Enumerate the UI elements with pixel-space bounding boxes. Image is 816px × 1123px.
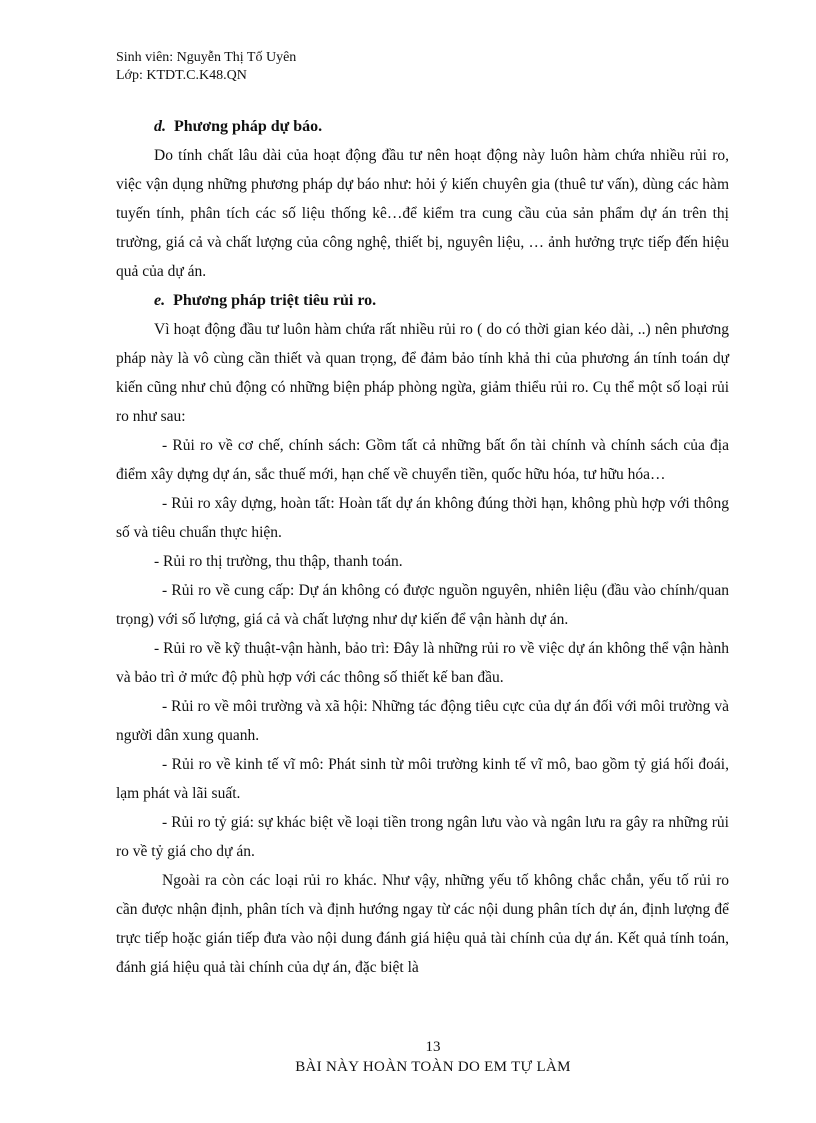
page-number: 13 bbox=[425, 1039, 441, 1055]
footer-note: BÀI NÀY HOÀN TOÀN DO EM TỰ LÀM bbox=[295, 1059, 571, 1075]
risk-item: - Rủi ro về cung cấp: Dự án không có được nguồn nguyên, nhiên liệu (đầu vào chính/quan trọng) với số lượng, giá cả và chất lượng như dự kiến để vận hành dự án. bbox=[116, 582, 729, 628]
risk-item: - Rủi ro về cơ chế, chính sách: Gồm tất cả những bất ổn tài chính và chính sách của địa điểm xây dựng dự án, sắc thuế mới, hạn chế về chuyển tiền, quốc hữu hóa, tư hữu hóa… bbox=[116, 437, 729, 483]
section-letter: d. bbox=[154, 118, 166, 135]
paragraph: Do tính chất lâu dài của hoạt động đầu tư nên hoạt động này luôn hàm chứa nhiều rủi ro, việc vận dụng những phương pháp dự báo như: hỏi ý kiến chuyên gia (thuê tư vấn), dùng các hàm tuyến tính, phân tích các số liệu thống kê…để kiểm tra cung cầu của sản phẩm dự án trên thị trường, giá cả và chất lượng của công nghệ, thiết bị, nguyên liệu, … ảnh hưởng trực tiếp đến hiệu quả của dự án. bbox=[116, 147, 729, 280]
risk-item: - Rủi ro thị trường, thu thập, thanh toán. bbox=[154, 553, 403, 570]
section-heading-e bbox=[116, 286, 729, 315]
document-body bbox=[116, 112, 729, 982]
class-name: Lớp: KTDT.C.K48.QN bbox=[116, 68, 247, 83]
paragraph: Ngoài ra còn các loại rủi ro khác. Như vậy, những yếu tố không chắc chắn, yếu tố rủi ro cần được nhận định, phân tích và định hướng ngay từ các nội dung phân tích dự án, định lượng để trực tiếp hoặc gián tiếp đưa vào nội dung đánh giá hiệu quả tài chính của dự án. Kết quả tính toán, đánh giá hiệu quả tài chính của dự án, đặc biệt là bbox=[116, 872, 729, 976]
risk-item: - Rủi ro về môi trường và xã hội: Những tác động tiêu cực của dự án đối với môi trường và người dân xung quanh. bbox=[116, 698, 729, 744]
section-title: Phương pháp triệt tiêu rủi ro. bbox=[173, 292, 377, 309]
section-heading-d bbox=[116, 112, 729, 141]
risk-item: - Rủi ro về kỹ thuật-vận hành, bảo trì: Đây là những rủi ro về việc dự án không thể vận hành và bảo trì ở mức độ phù hợp với các thông số thiết kế ban đầu. bbox=[116, 640, 729, 686]
student-name: Sinh viên: Nguyễn Thị Tố Uyên bbox=[116, 50, 297, 65]
page-footer bbox=[116, 1037, 750, 1077]
risk-item: - Rủi ro về kinh tế vĩ mô: Phát sinh từ môi trường kinh tế vĩ mô, bao gồm tỷ giá hối đoái, lạm phát và lãi suất. bbox=[116, 756, 729, 802]
section-title: Phương pháp dự báo. bbox=[174, 118, 323, 135]
risk-item: - Rủi ro tỷ giá: sự khác biệt về loại tiền trong ngân lưu vào và ngân lưu ra gây ra những rủi ro về tỷ giá cho dự án. bbox=[116, 814, 729, 860]
risk-item: - Rủi ro xây dựng, hoàn tất: Hoàn tất dự án không đúng thời hạn, không phù hợp với thông số và tiêu chuẩn thực hiện. bbox=[116, 495, 729, 541]
page-header bbox=[116, 49, 296, 85]
section-letter: e. bbox=[154, 292, 166, 309]
paragraph: Vì hoạt động đầu tư luôn hàm chứa rất nhiều rủi ro ( do có thời gian kéo dài, ..) nên phương pháp này là vô cùng cần thiết và quan trọng, để đảm bảo tính khả thi của phương án tính toán dự kiến cũng như chủ động có những biện pháp phòng ngừa, giảm thiểu rủi ro. Cụ thể một số loại rủi ro như sau: bbox=[116, 321, 729, 425]
